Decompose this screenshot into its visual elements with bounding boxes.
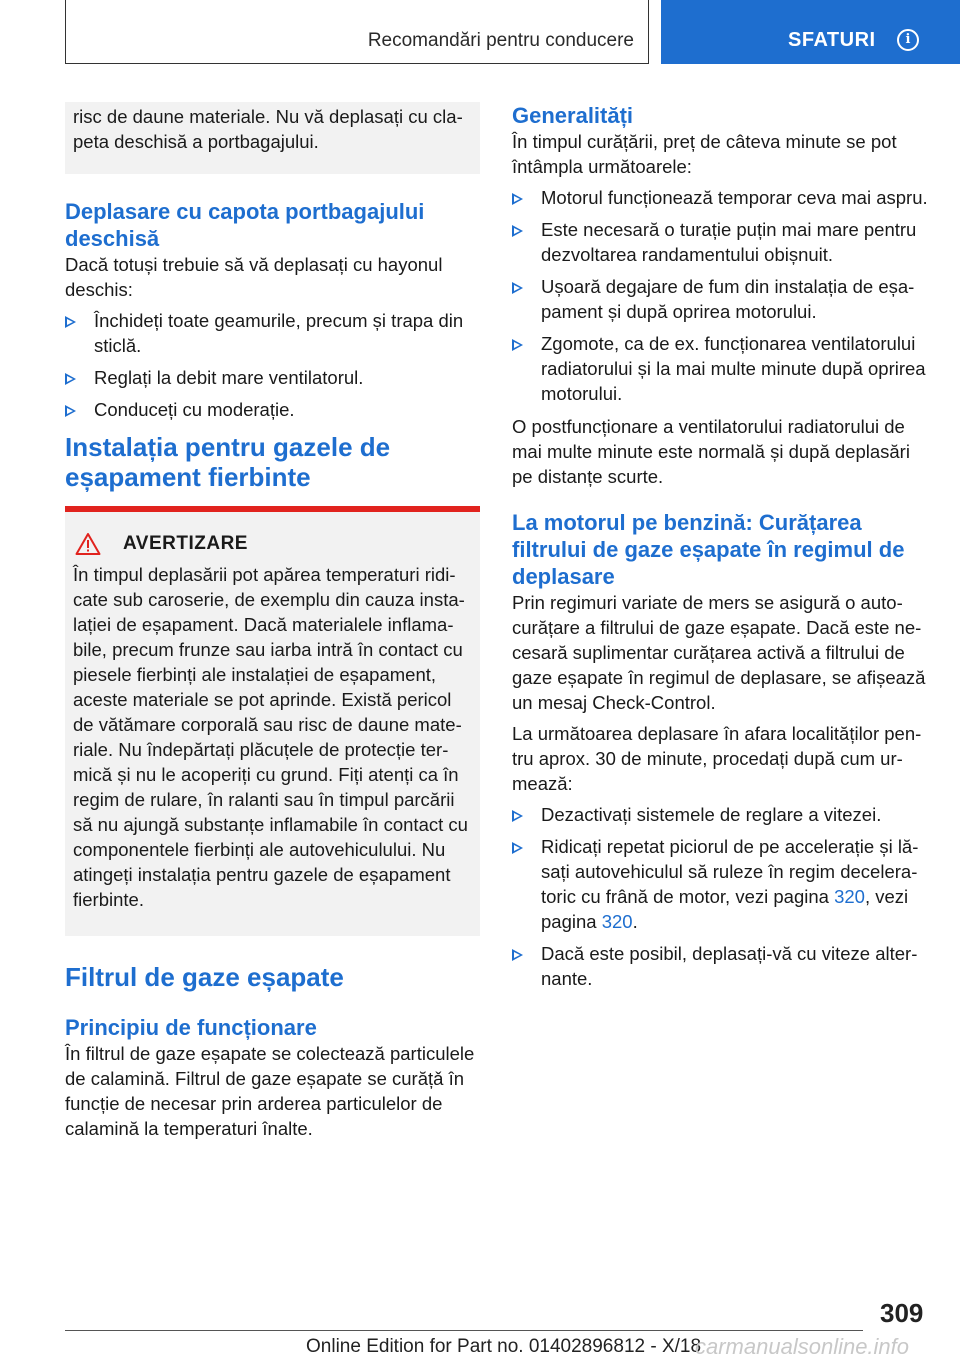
page-link-320[interactable]: 320 (601, 911, 633, 932)
triangle-bullet-icon (512, 842, 523, 854)
right-column (512, 102, 930, 999)
footer-edition: Online Edition for Part no. 01402896812 - X/18 (306, 1336, 702, 1357)
triangle-bullet-icon (512, 339, 523, 351)
section-heading-filter: Filtrul de gaze eșapate (65, 962, 344, 992)
footer-divider (65, 1330, 863, 1331)
list-item: Zgomote, ca de ex. funcționarea ventilatorului radiatorului și la mai multe minute după oprirea motorului. (512, 331, 930, 406)
list-item: Motorul funcționează temporar ceva mai aspru. (512, 185, 930, 210)
bullet-list (65, 308, 480, 422)
triangle-bullet-icon (512, 810, 523, 822)
section-heading-exhaust: Instalația pentru gazele de eșapament fierbinte (65, 432, 391, 492)
triangle-bullet-icon (65, 405, 76, 417)
bullet-list (512, 802, 930, 991)
section-heading-trunk: Deplasare cu capota portbagajului deschisă (65, 199, 425, 251)
list-item: Reglați la debit mare ventilatorul. (65, 365, 480, 390)
warning-triangle-icon (75, 532, 101, 556)
tab-label: SFATURI (788, 29, 876, 51)
list-item: Este necesară o turație puțin mai mare pentru dezvoltarea randamentului obișnuit. (512, 217, 930, 267)
paragraph: În timpul curățării, preț de câteva minute se pot întâmpla următoarele: (512, 131, 897, 177)
list-item: Ridicați repetat piciorul de pe accelerație și lăsați autovehiculul să ruleze în regim deceleratoric cu frână de motor, vezi pagina 320, vezi pagina 320. (512, 834, 930, 934)
triangle-bullet-icon (512, 225, 523, 237)
left-column (65, 102, 480, 1147)
watermark: carmanualsonline.info (695, 1334, 910, 1359)
warning-text: În timpul deplasării pot apărea temperaturi ridicate sub caroserie, de exemplu din cauza instalației de eșapament. Dacă materialele inflamabile, precum frunze sau iarba intră în contact cu piesele fierbinți ale instalației de eșapament, aceste materiale se pot aprinde. Există pericol de vătămare corporală sau risc de daune materiale. Nu îndepărtați plăcuțele de protecție termică și nu le acoperiți cu grund. Fiți atenți ca în regim de rulare, în ralanti sau în timpul parcării să nu ajungă substanțe inflamabile în contact cu componentele fierbinți ale autovehiculului. Nu atingeți instalația pentru gazele de eșapament fierbinte. (73, 564, 468, 910)
warning-title: AVERTIZARE (123, 533, 248, 554)
page-link-320[interactable]: 320 (834, 886, 865, 907)
header-title: Recomandări pentru conducere (367, 30, 634, 51)
paragraph: Prin regimuri variate de mers se asigură o autocurățare a filtrului de gaze eșapate. Dacă este necesară suplimentar curățarea activă a filtrului de gaze eșapate în regimul de deplasare, se afișează un mesaj Check-Control. (512, 592, 926, 713)
triangle-bullet-icon (65, 373, 76, 385)
page-number: 309 (880, 1298, 924, 1328)
list-item: Dacă este posibil, deplasați-vă cu viteze alternante. (512, 941, 930, 991)
subheading-principle: Principiu de funcționare (65, 1015, 317, 1040)
info-icon[interactable]: i (897, 29, 919, 51)
triangle-bullet-icon (65, 316, 76, 328)
section-heading-general: Generalități (512, 103, 634, 128)
paragraph: În filtrul de gaze eșapate se colectează particulele de calamină. Filtrul de gaze eșapate se curățǎ în funcție de necesar prin arderea particulelor de calamină la temperaturi înalte. (65, 1043, 475, 1139)
warning-box (65, 506, 480, 936)
header-title-box (65, 0, 649, 64)
triangle-bullet-icon (512, 193, 523, 205)
paragraph: O postfuncționare a ventilatorului radiatorului de mai multe minute este normală și după deplasări pe distanțe scurte. (512, 416, 910, 487)
list-item: Dezactivați sistemele de reglare a vitezei. (512, 802, 930, 827)
paragraph: Dacă totuși trebuie să vă deplasați cu hayonul deschis: (65, 254, 443, 300)
paragraph: La următoarea deplasare în afara localităților pentru aprox. 30 de minute, procedați după cum urmează: (512, 723, 922, 794)
list-item: Ușoară degajare de fum din instalația de eșapament și după oprirea motorului. (512, 274, 930, 324)
triangle-bullet-icon (512, 282, 523, 294)
list-item: Conduceți cu moderație. (65, 397, 480, 422)
section-heading-petrol: La motorul pe benzină: Curățarea filtrului de gaze eșapate în regimul de deplasare (512, 510, 905, 589)
tab-sfaturi[interactable] (661, 0, 960, 64)
triangle-bullet-icon (512, 949, 523, 961)
intro-text: risc de daune materiale. Nu vă deplasați cu clapeta deschisă a portbagajului. (73, 106, 463, 152)
bullet-list (512, 185, 930, 406)
list-item: Închideți toate geamurile, precum și trapa din sticlă. (65, 308, 480, 358)
intro-box (65, 102, 480, 174)
